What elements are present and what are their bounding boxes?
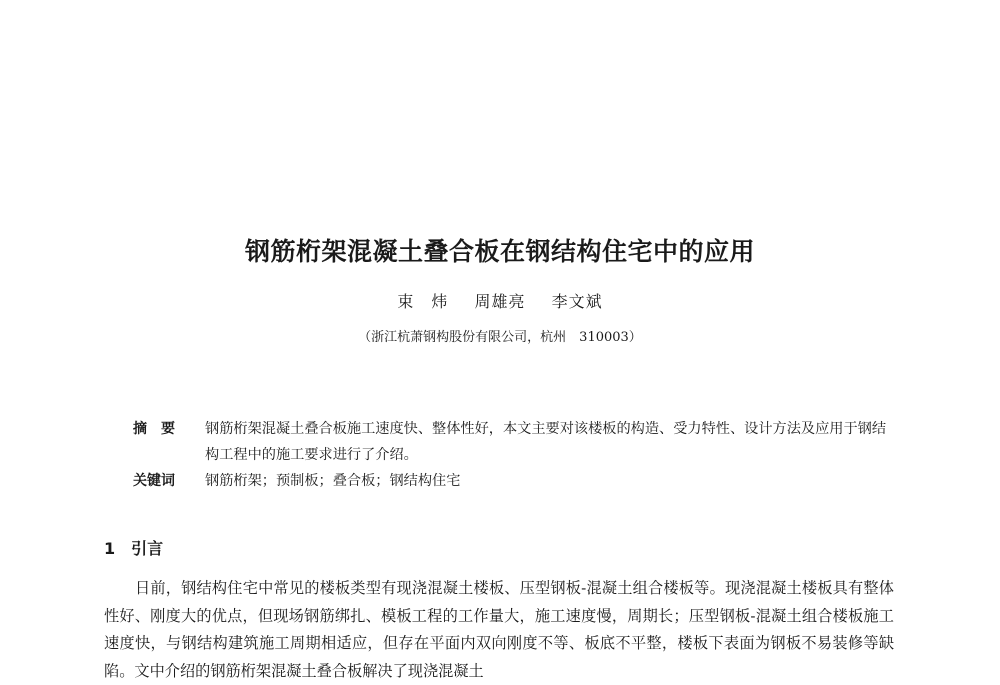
abstract-block	[133, 416, 893, 494]
section-heading	[104, 538, 163, 560]
abstract-row	[133, 416, 893, 468]
author-list	[0, 292, 1000, 312]
author-name: 束 炜	[397, 292, 449, 311]
author-name: 周雄亮	[474, 292, 526, 311]
section-number: 1	[104, 539, 116, 558]
abstract-text: 钢筋桁架混凝土叠合板施工速度快、整体性好，本文主要对该楼板的构造、受力特性、设计方法及应用于钢结构工程中的施工要求进行了介绍。	[205, 421, 887, 463]
author-name: 李文斌	[551, 292, 603, 311]
keywords-text: 钢筋桁架；预制板；叠合板；钢结构住宅	[205, 473, 461, 489]
section-title: 引言	[131, 539, 164, 558]
affiliation: （浙江杭萧钢构股份有限公司，杭州 310003）	[358, 330, 642, 345]
body-paragraph: 日前，钢结构住宅中常见的楼板类型有现浇混凝土楼板、压型钢板-混凝土组合楼板等。现浇混凝土楼板具有整体性好、刚度大的优点，但现场钢筋绑扎、模板工程的工作量大，施工速度慢，周期长；压型钢板-混凝土组合楼板施工速度快，与钢结构建筑施工周期相适应，但存在平面内双向刚度不等、板底不平整，楼板下表面为钢板不易装修等缺陷。文中介绍的钢筋桁架混凝土叠合板解决了现浇混凝土	[104, 579, 894, 680]
keywords-row	[133, 468, 893, 494]
abstract-label: 摘 要	[133, 421, 175, 437]
paper-title: 钢筋桁架混凝土叠合板在钢结构住宅中的应用	[244, 237, 755, 266]
keywords-label: 关键词	[133, 473, 175, 489]
